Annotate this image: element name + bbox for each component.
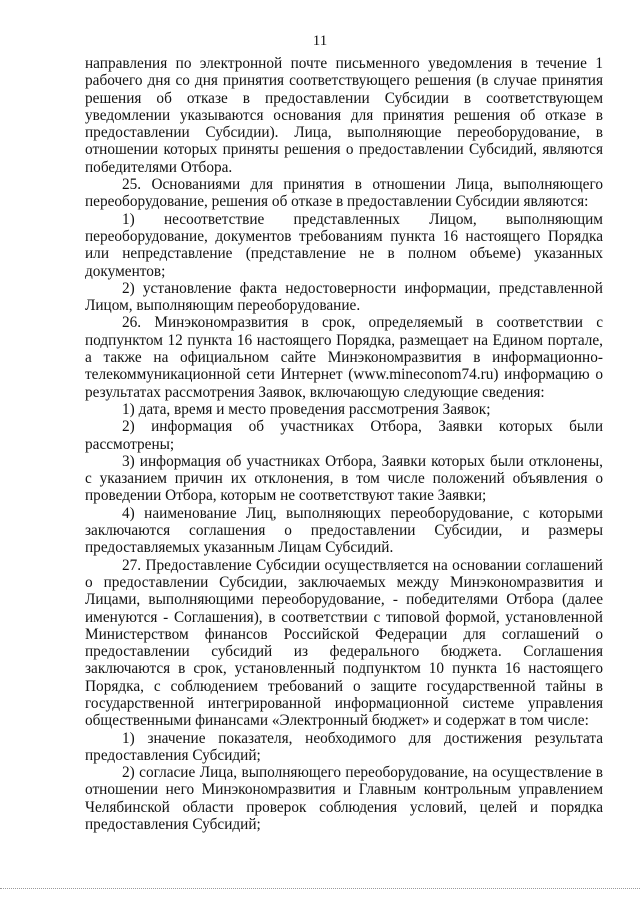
- paragraph-27-item-1: 1) значение показателя, необходимого для достижения результата предоставления Субсидий;: [85, 729, 603, 764]
- document-body: [85, 55, 603, 833]
- paragraph-26-item-2: 2) информация об участниках Отбора, Заявки которых были рассмотрены;: [85, 418, 603, 453]
- footer-divider: [0, 888, 640, 889]
- paragraph-26: 26. Минэкономразвития в срок, определяемый в соответствии с подпунктом 12 пункта 16 настоящего Порядка, размещает на Едином портале, а также на официальном сайте Минэкономразвития в информационно-телекоммуникационной сети Интернет (www.mineconom74.ru) информацию о результатах рассмотрения Заявок, включающую следующие сведения:: [85, 314, 603, 401]
- paragraph-continuation: направления по электронной почте письменного уведомления в течение 1 рабочего дня со дня принятия соответствующего решения (в случае принятия решения об отказе в предоставлении Субсидии в соответствующем уведомлении указываются основания для принятия решения об отказе в предоставлении Субсидии). Лица, выполняющие переоборудование, в отношении которых приняты решения о предоставлении Субсидий, являются победителями Отбора.: [85, 55, 603, 176]
- paragraph-27-item-2: 2) согласие Лица, выполняющего переоборудование, на осуществление в отношении него Минэкономразвития и Главным контрольным управлением Челябинской области проверок соблюдения условий, целей и порядка предоставления Субсидий;: [85, 764, 603, 834]
- paragraph-26-item-3: 3) информация об участниках Отбора, Заявки которых были отклонены, с указанием причин их отклонения, в том числе положений объявления о проведении Отбора, которым не соответствуют такие Заявки;: [85, 452, 603, 505]
- paragraph-26-item-1: 1) дата, время и место проведения рассмотрения Заявок;: [122, 400, 491, 418]
- paragraph-25-item-2: 2) установление факта недостоверности информации, представленной Лицом, выполняющим переоборудование.: [85, 279, 603, 315]
- paragraph-26-item-4: 4) наименование Лиц, выполняющих переоборудование, с которыми заключаются соглашения о предоставлении Субсидии, и размеры предоставляемых указанным Лицам Субсидий.: [85, 504, 603, 557]
- paragraph-27: 27. Предоставление Субсидии осуществляется на основании соглашений о предоставлении Субсидии, заключаемых между Минэкономразвития и Лицами, выполняющими переоборудование, - победителями Отбора (далее именуются - Соглашения), в соответствии с типовой формой, установленной Министерством финансов Российской Федерации для соглашений о предоставлении субсидий из федерального бюджета. Соглашения заключаются в срок, установленный подпунктом 10 пункта 16 настоящего Порядка, с соблюдением требований о защите государственной тайны в государственной интегрированной информационной системе управления общественными финансами «Электронный бюджет» и содержат в том числе:: [85, 556, 603, 730]
- paragraph-25-item-1: 1) несоответствие представленных Лицом, выполняющим переоборудование, документов требованиям пункта 16 настоящего Порядка или непредставление (представление не в полном объеме) указанных документов;: [85, 210, 603, 280]
- paragraph-25: 25. Основаниями для принятия в отношении Лица, выполняющего переоборудование, решения об отказе в предоставлении Субсидии являются:: [85, 176, 603, 211]
- page-number: 11: [312, 33, 328, 49]
